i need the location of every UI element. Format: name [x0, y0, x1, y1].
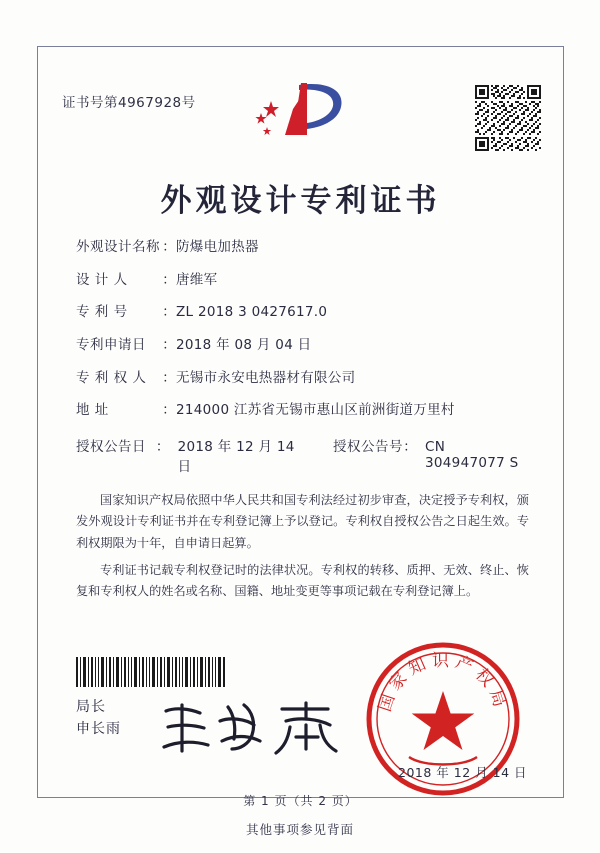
field-colon: ： [162, 271, 176, 288]
certificate-border [37, 46, 564, 808]
field-row-application-date [76, 337, 529, 353]
certificate-number: 证书号第4967928号 [62, 95, 196, 111]
signature-name: 申长雨 [76, 720, 121, 737]
field-row-patent-number [76, 304, 529, 320]
field-colon: ： [403, 439, 417, 456]
field-value: CN 304947077 S [425, 439, 519, 472]
field-row-address [76, 402, 529, 418]
field-label: 专 利 号 [76, 304, 128, 321]
qr-code-icon [475, 85, 541, 151]
field-colon: ： [162, 369, 176, 386]
field-label: 授权公告号 [333, 439, 404, 456]
announcement-number-group [333, 435, 529, 471]
field-colon: ： [155, 439, 170, 456]
legal-paragraph-2: 专利证书记载专利权登记时的法律状况。专利权的转移、质押、无效、终止、恢复和专利权人的姓名或名称、国籍、地址变更等事项记载在专利登记簿上。 [76, 563, 529, 599]
field-value: 无锡市永安电热器材有限公司 [176, 369, 356, 386]
barcode-icon [76, 657, 226, 687]
field-label: 授权公告日 [76, 439, 146, 456]
field-label: 专 利 权 人 [76, 369, 147, 386]
field-colon: ： [162, 337, 176, 354]
field-label: 专利申请日 [76, 337, 146, 354]
field-value: 214000 江苏省无锡市惠山区前洲街道万里村 [176, 402, 455, 419]
footer-note: 其他事项参见背面 [245, 822, 354, 837]
cnipa-logo-icon [241, 79, 361, 151]
field-value: 2018 年 08 月 04 日 [176, 337, 312, 354]
field-row-announcement [76, 435, 529, 475]
field-value: 2018 年 12 月 14 日 [177, 439, 295, 476]
legal-text-block [76, 490, 529, 609]
signature-title: 局长 [76, 699, 106, 715]
page-title: 外观设计专利证书 [160, 183, 441, 219]
field-row-design-name [76, 239, 529, 255]
field-colon: ： [162, 402, 176, 419]
field-colon: ： [162, 239, 176, 255]
field-value: 唐维军 [176, 271, 218, 288]
field-row-designer [76, 272, 529, 288]
page-number: 第 1 页（共 2 页） [243, 794, 358, 808]
legal-paragraph-1: 国家知识产权局依照中华人民共和国专利法经过初步审查，决定授予专利权，颁发外观设计专利证书并在专利登记簿上予以登记。专利权自授权公告之日起生效。专利权期限为十年，自申请日起算。 [76, 493, 529, 550]
seal-date: 2018 年 12 月 14 日 [398, 765, 527, 780]
field-value: 防爆电加热器 [176, 239, 259, 255]
signature-block [76, 697, 121, 740]
field-list [76, 239, 529, 492]
certificate-content [38, 47, 563, 808]
field-colon: ： [162, 304, 176, 321]
field-label: 设 计 人 [76, 271, 128, 288]
handwritten-signature-icon [156, 697, 356, 759]
field-row-patentee [76, 370, 529, 386]
field-value: ZL 2018 3 0427617.0 [176, 304, 328, 321]
announcement-date-group [76, 435, 303, 475]
field-label: 地 址 [76, 402, 109, 419]
field-label: 外观设计名称 [76, 239, 160, 255]
svg-text:国家知识产权局: 国家知识产权局 [375, 651, 511, 715]
